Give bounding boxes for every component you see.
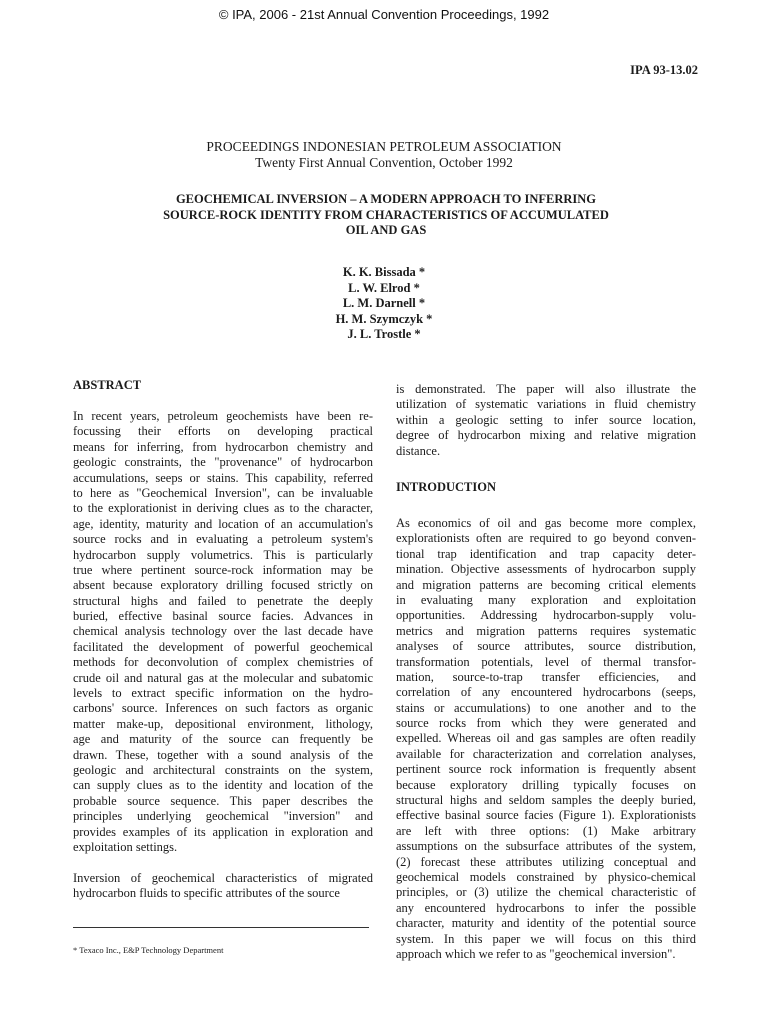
text-line: assumptions on the subsurface attributes of the system, bbox=[396, 839, 696, 854]
text-line: carbons' source. Inferences on such factors as organic bbox=[73, 701, 373, 716]
text-line: drawn. These, together with a sound analysis of the bbox=[73, 747, 373, 762]
text-line: source rocks from which they were generated and bbox=[396, 716, 696, 731]
text-line: levels to extract specific information on the hydro- bbox=[73, 686, 373, 701]
text-line: analyses of source attributes, source distribution, bbox=[396, 639, 696, 654]
abstract-paragraph-1 bbox=[73, 409, 373, 855]
copyright-header: © IPA, 2006 - 21st Annual Convention Proceedings, 1992 bbox=[218, 7, 550, 22]
text-line: principles, or (3) utilize the chemical characteristic of bbox=[396, 885, 696, 900]
introduction-paragraph bbox=[396, 516, 696, 962]
author-list bbox=[0, 265, 768, 343]
text-line: degree of hydrocarbon mixing and relative migration bbox=[396, 428, 696, 443]
text-line: metrics and migration patterns requires systematic bbox=[396, 623, 696, 638]
text-line: accumulations, seeps or stains. This capability, referred bbox=[73, 470, 373, 485]
proceedings-line-1: PROCEEDINGS INDONESIAN PETROLEUM ASSOCIATION bbox=[206, 139, 562, 154]
text-line: geologic constraints, the "provenance" of hydrocarbon bbox=[73, 455, 373, 470]
introduction-heading: INTRODUCTION bbox=[396, 480, 497, 494]
text-line: opportunities. Addressing hydrocarbon-supply volu- bbox=[396, 608, 696, 623]
text-line: in evaluating many exploration and exploitation bbox=[396, 592, 696, 607]
text-line: transformation potentials, level of thermal transfor- bbox=[396, 654, 696, 669]
text-line: utilization of systematic variations in fluid chemistry bbox=[396, 397, 696, 412]
text-line: can supply clues as to the identity and location of the bbox=[73, 778, 373, 793]
text-line: to here as "Geochemical Inversion", can be invaluable bbox=[73, 485, 373, 500]
text-line: explorationists often are required to go beyond conven- bbox=[396, 531, 696, 546]
text-line: buried, effective basinal source facies. Advances in bbox=[73, 609, 373, 624]
text-line: mination. Objective assessments of hydrocarbon supply bbox=[396, 562, 696, 577]
text-line: principles underlying geochemical "inversion" and bbox=[73, 809, 373, 824]
footnote-rule bbox=[73, 927, 369, 928]
text-line: available for characterization and correlation analyses, bbox=[396, 746, 696, 761]
text-line: character, maturity and identity of the potential source bbox=[396, 916, 696, 931]
text-line: source rocks and in evaluating a petroleum system's bbox=[73, 532, 373, 547]
text-line: approach which we refer to as "geochemical inversion". bbox=[396, 946, 676, 961]
text-line: probable source sequence. This paper describes the bbox=[73, 793, 373, 808]
text-line: hydrocarbon supply volumetrics. This is particularly bbox=[73, 547, 373, 562]
text-line: correlation of any encountered hydrocarbons (seeps, bbox=[396, 685, 696, 700]
text-line: stains or accumulations) to one another and to the bbox=[396, 700, 696, 715]
text-line: chemical analysis technology over the last decade have bbox=[73, 624, 373, 639]
text-line: geologic and architectural constraints on the system, bbox=[73, 762, 373, 777]
text-line: geochemical models constrained by physico-chemical bbox=[396, 869, 696, 884]
text-line: provides examples of its application in exploration and bbox=[73, 824, 373, 839]
text-line: structural highs and seldom samples the deeply buried, bbox=[396, 793, 696, 808]
paper-id: IPA 93-13.02 bbox=[630, 63, 698, 77]
text-line: is demonstrated. The paper will also illustrate the bbox=[396, 382, 696, 396]
text-line: any encountered hydrocarbons to infer the possible bbox=[396, 900, 696, 915]
text-line: within a geologic setting to infer source location, bbox=[396, 412, 696, 427]
abstract-heading: ABSTRACT bbox=[73, 378, 142, 392]
text-line: (2) forecast these attributes utilizing conceptual and bbox=[396, 854, 696, 869]
text-line: age and maturity of the source can frequently be bbox=[73, 732, 373, 747]
text-line: system. In this paper we will focus on this third bbox=[396, 931, 696, 946]
text-line: expelled. Whereas oil and gas samples are often readily bbox=[396, 731, 696, 746]
text-line: and migration patterns are becoming critical elements bbox=[396, 577, 696, 592]
text-line: methods for deconvolution of complex chemistries of bbox=[73, 655, 373, 670]
text-line: hydrocarbon fluids to specific attributes of the source bbox=[73, 886, 340, 901]
text-line: because exploratory drilling typically focuses on bbox=[396, 777, 696, 792]
author: J. L. Trostle * bbox=[347, 327, 421, 341]
author: L. W. Elrod * bbox=[348, 280, 420, 295]
title-line: OIL AND GAS bbox=[345, 223, 427, 237]
text-line: In recent years, petroleum geochemists have been re- bbox=[73, 409, 373, 423]
author: H. M. Szymczyk * bbox=[335, 311, 433, 326]
abstract-continuation bbox=[396, 382, 696, 459]
title-line: GEOCHEMICAL INVERSION – A MODERN APPROACH TO INFERRING bbox=[175, 192, 597, 206]
text-line: age, identity, maturity and location of an accumulation's bbox=[73, 516, 373, 531]
title-line: SOURCE-ROCK IDENTITY FROM CHARACTERISTICS OF ACCUMULATED bbox=[163, 207, 609, 222]
text-line: absent because exploratory drilling focused strictly on bbox=[73, 578, 373, 593]
proceedings-line-2: Twenty First Annual Convention, October 1992 bbox=[255, 155, 513, 170]
text-line: tional trap identification and trap capacity deter- bbox=[396, 546, 696, 561]
text-line: to the explorationist in deriving clues as to the character, bbox=[73, 501, 373, 516]
author: K. K. Bissada * bbox=[342, 265, 426, 279]
affiliation-footnote: * Texaco Inc., E&P Technology Department bbox=[73, 945, 224, 955]
text-line: exploitation settings. bbox=[73, 839, 178, 854]
text-line: pertinent source rock information is frequently absent bbox=[396, 762, 696, 777]
text-line: crude oil and natural gas at the molecular and subatomic bbox=[73, 670, 373, 685]
text-line: mation, source-to-trap transfer efficiencies, and bbox=[396, 669, 696, 684]
paper-title bbox=[150, 192, 622, 239]
text-line: Inversion of geochemical characteristics of migrated bbox=[73, 871, 373, 885]
text-line: matter make-up, depositional environment, lithology, bbox=[73, 716, 373, 731]
text-line: focussing their efforts on developing practical bbox=[73, 424, 373, 439]
abstract-paragraph-2 bbox=[73, 871, 373, 902]
text-line: distance. bbox=[396, 443, 441, 458]
author: L. M. Darnell * bbox=[342, 296, 426, 310]
text-line: means for inferring, from hydrocarbon chemistry and bbox=[73, 439, 373, 454]
text-line: are left with three options: (1) Make arbitrary bbox=[396, 823, 696, 838]
text-line: true where pertinent source-rock information may be bbox=[73, 562, 373, 577]
text-line: facilitated the development of powerful geochemical bbox=[73, 639, 373, 654]
text-line: structural highs and failed to penetrate the deeply bbox=[73, 593, 373, 608]
text-line: As economics of oil and gas become more complex, bbox=[396, 516, 696, 530]
text-line: effective basinal source facies (Figure 1). Explorationists bbox=[396, 808, 696, 823]
proceedings-heading bbox=[0, 139, 768, 171]
